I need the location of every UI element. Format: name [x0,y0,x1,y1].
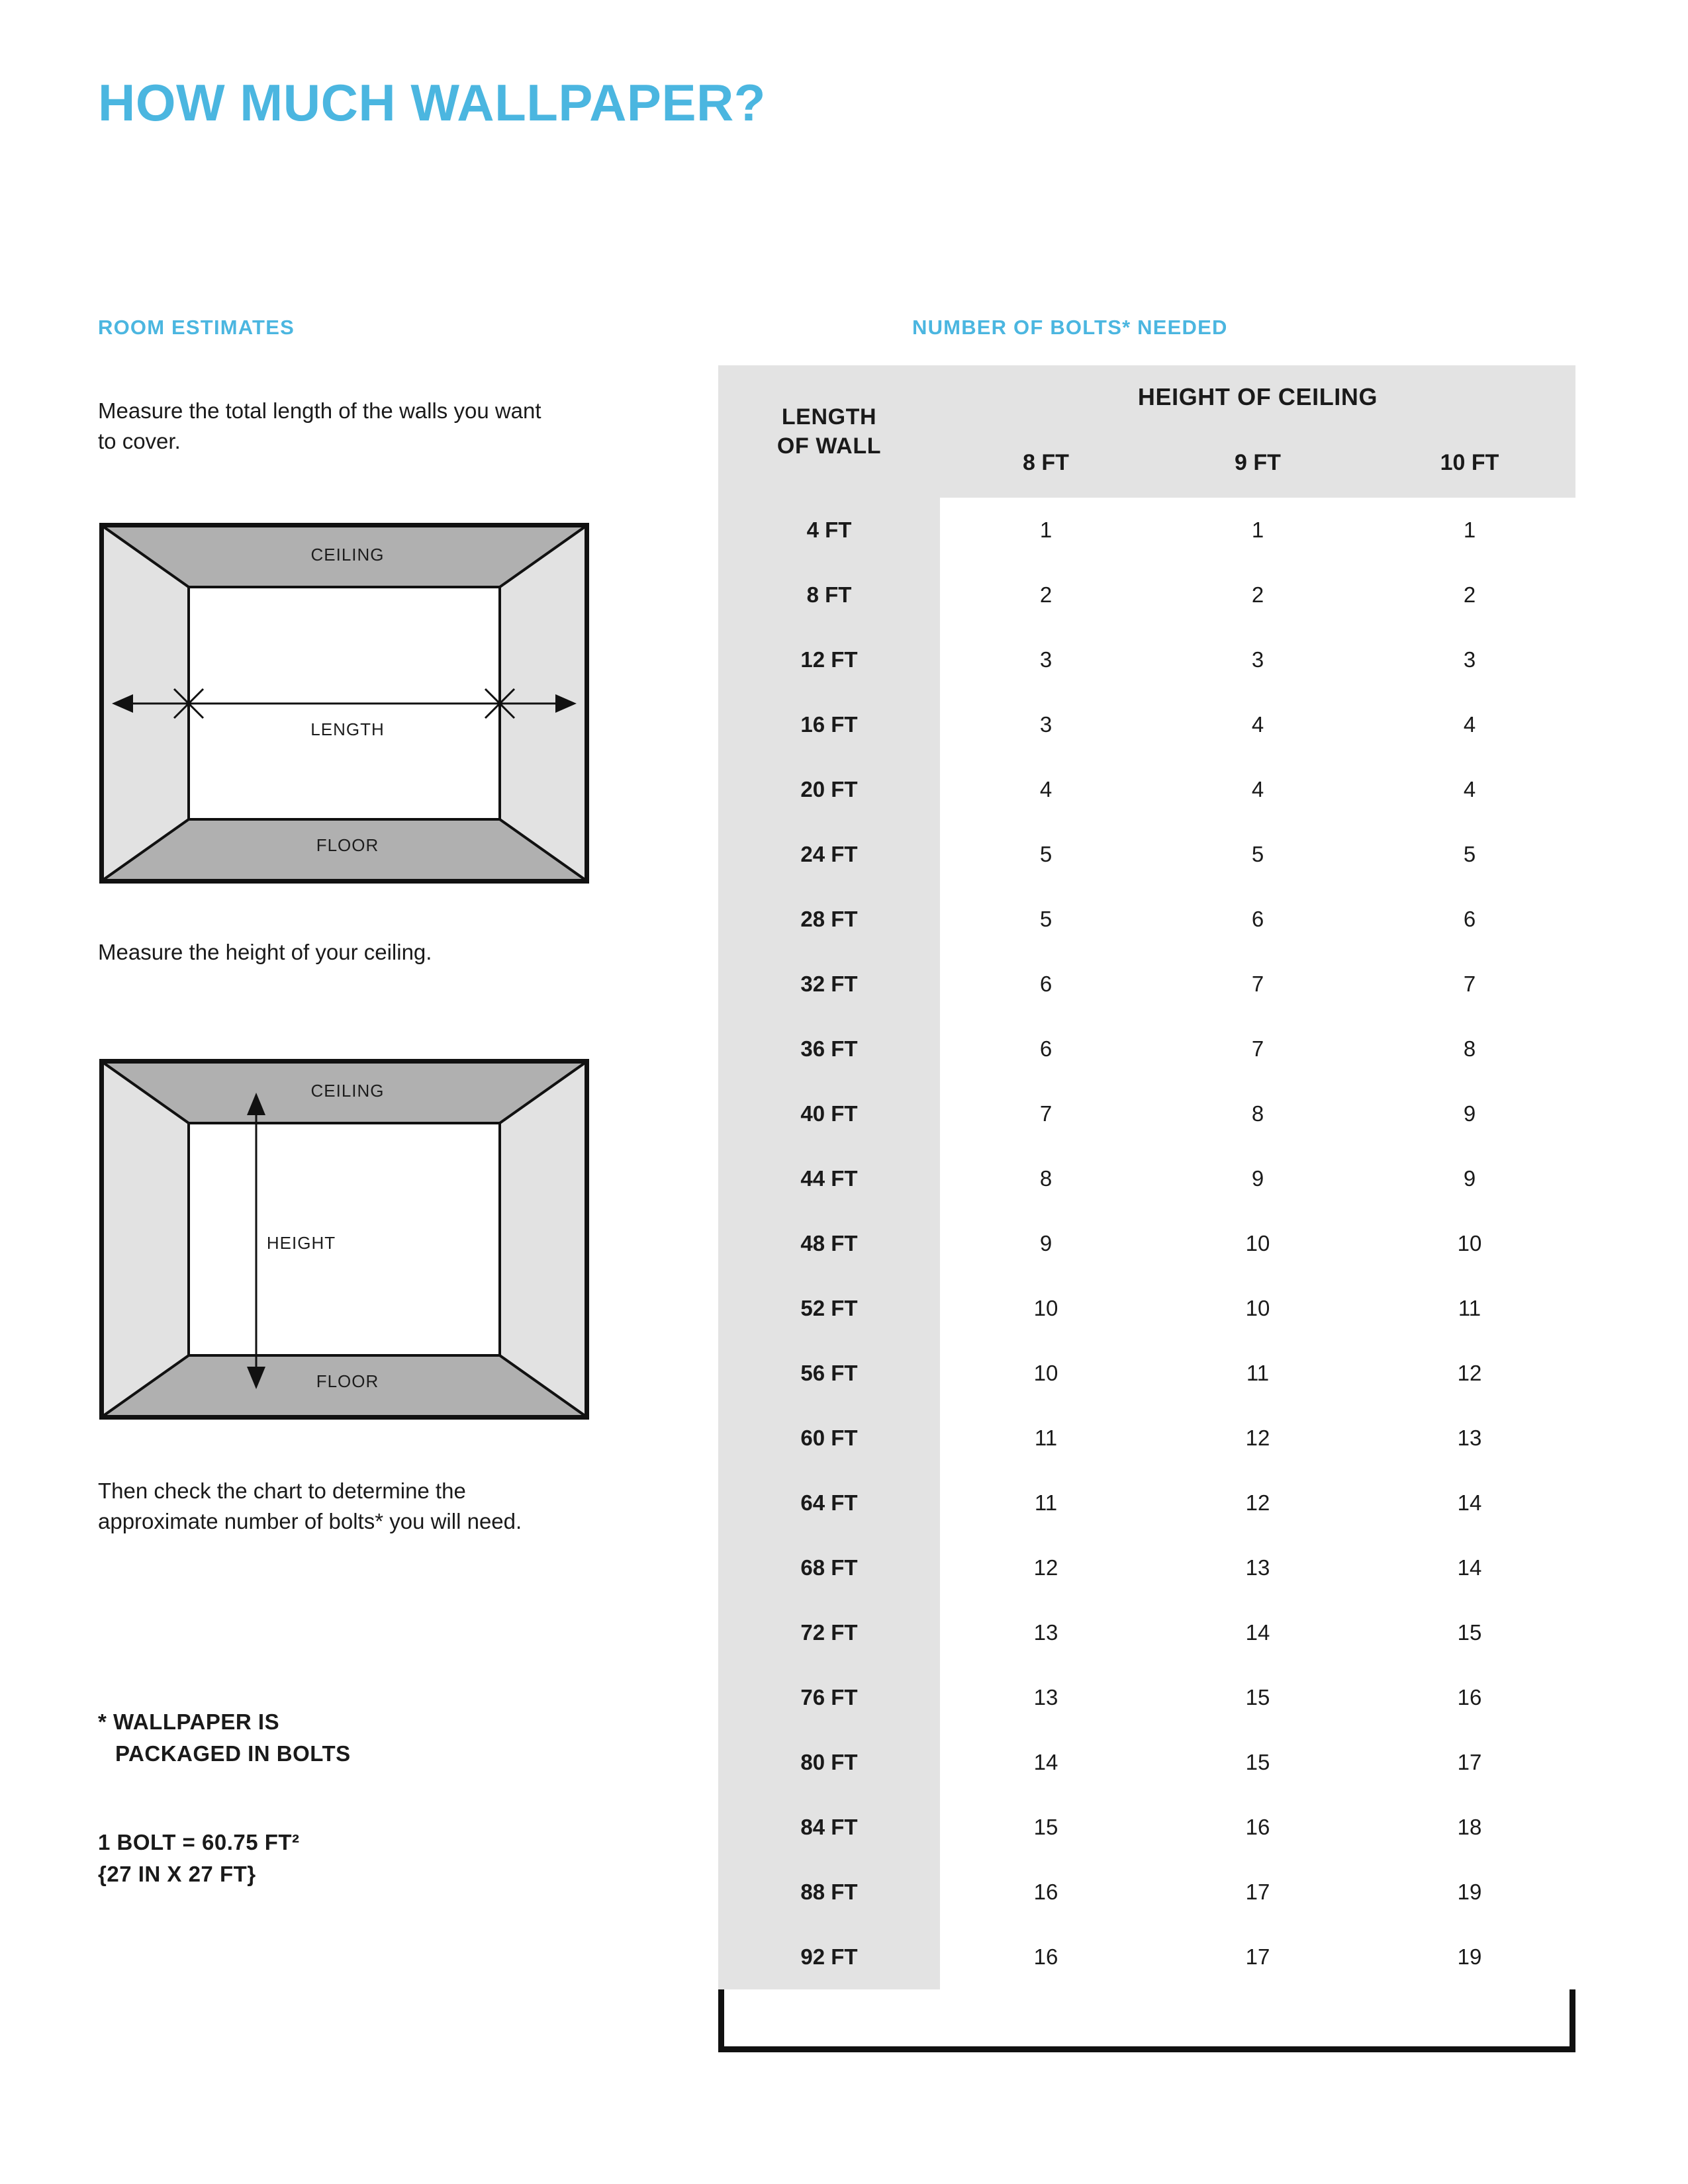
row-bolts-value: 11 [940,1471,1152,1535]
table-row [718,1730,1575,1795]
header-length-of-wall [718,365,940,498]
row-bolts-value: 9 [940,1211,1152,1276]
bolts-table-head [718,365,1575,498]
row-length-label: 4 FT [718,498,940,563]
row-bolts-value: 4 [1152,757,1364,822]
row-bolts-value: 16 [1152,1795,1364,1860]
row-bolts-value: 6 [1152,887,1364,952]
footnote-bolt-size [98,1827,601,1890]
row-bolts-value: 2 [1364,563,1575,627]
bolts-table [718,365,1575,1989]
row-bolts-value: 15 [1152,1730,1364,1795]
row-length-label: 92 FT [718,1925,940,1989]
row-length-label: 8 FT [718,563,940,627]
row-length-label: 80 FT [718,1730,940,1795]
row-bolts-value: 5 [940,822,1152,887]
row-bolts-value: 19 [1364,1860,1575,1925]
row-bolts-value: 12 [1152,1406,1364,1471]
diagram-length-floor-label: FLOOR [316,835,379,855]
row-bolts-value: 15 [940,1795,1152,1860]
footnote-line-1: * WALLPAPER IS [98,1709,280,1734]
table-row [718,1795,1575,1860]
row-bolts-value: 13 [1152,1535,1364,1600]
row-bolts-value: 2 [940,563,1152,627]
table-row [718,1146,1575,1211]
row-bolts-value: 14 [940,1730,1152,1795]
bolt-size-line-1: 1 BOLT = 60.75 FT² [98,1830,300,1854]
room-diagram-length [99,523,589,884]
row-bolts-value: 13 [940,1665,1152,1730]
row-bolts-value: 1 [1364,498,1575,563]
table-row [718,498,1575,563]
row-length-label: 48 FT [718,1211,940,1276]
row-bolts-value: 10 [940,1276,1152,1341]
header-length-line-2: OF WALL [776,433,882,459]
row-length-label: 64 FT [718,1471,940,1535]
row-bolts-value: 15 [1152,1665,1364,1730]
row-bolts-value: 9 [1364,1146,1575,1211]
table-row [718,1341,1575,1406]
header-length-line-1: LENGTH [781,404,877,430]
row-bolts-value: 14 [1364,1471,1575,1535]
row-length-label: 68 FT [718,1535,940,1600]
diagram-length-measure-label: LENGTH [310,719,385,739]
row-bolts-value: 4 [940,757,1152,822]
row-length-label: 20 FT [718,757,940,822]
row-length-label: 88 FT [718,1860,940,1925]
row-bolts-value: 3 [1152,627,1364,692]
row-bolts-value: 10 [940,1341,1152,1406]
row-bolts-value: 15 [1364,1600,1575,1665]
footnote-packaged [98,1706,601,1770]
table-row [718,757,1575,822]
row-bolts-value: 7 [1152,1017,1364,1081]
row-bolts-value: 10 [1364,1211,1575,1276]
row-bolts-value: 12 [1152,1471,1364,1535]
row-bolts-value: 1 [940,498,1152,563]
row-bolts-value: 4 [1364,757,1575,822]
table-row [718,1665,1575,1730]
row-bolts-value: 2 [1152,563,1364,627]
row-bolts-value: 3 [940,692,1152,757]
row-bolts-value: 16 [940,1925,1152,1989]
table-row [718,1860,1575,1925]
bolt-size-line-2: {27 IN X 27 FT} [98,1862,256,1886]
row-bolts-value: 16 [940,1860,1152,1925]
row-bolts-value: 17 [1152,1860,1364,1925]
table-row [718,1471,1575,1535]
row-length-label: 56 FT [718,1341,940,1406]
table-row [718,1017,1575,1081]
diagram-height-measure-label: HEIGHT [266,1233,336,1253]
table-row [718,1276,1575,1341]
row-length-label: 28 FT [718,887,940,952]
row-length-label: 32 FT [718,952,940,1017]
row-bolts-value: 8 [940,1146,1152,1211]
row-bolts-value: 6 [1364,887,1575,952]
row-length-label: 40 FT [718,1081,940,1146]
row-bolts-value: 8 [1152,1081,1364,1146]
table-row [718,627,1575,692]
table-row [718,1211,1575,1276]
footnote-line-2: PACKAGED IN BOLTS [115,1741,351,1766]
row-length-label: 52 FT [718,1276,940,1341]
row-bolts-value: 5 [1364,822,1575,887]
page-title: HOW MUCH WALLPAPER? [98,73,766,132]
table-row [718,822,1575,887]
header-col-10ft: 10 FT [1364,428,1575,498]
table-row [718,1406,1575,1471]
table-row [718,1081,1575,1146]
row-bolts-value: 7 [1152,952,1364,1017]
row-bolts-value: 18 [1364,1795,1575,1860]
row-bolts-value: 6 [940,1017,1152,1081]
row-bolts-value: 3 [940,627,1152,692]
row-bolts-value: 7 [1364,952,1575,1017]
row-bolts-value: 4 [1364,692,1575,757]
step-3-text: Then check the chart to determine the approximate number of bolts* you will need. [98,1479,522,1533]
row-bolts-value: 11 [1152,1341,1364,1406]
row-length-label: 12 FT [718,627,940,692]
table-row [718,692,1575,757]
room-diagram-length-svg [103,526,586,880]
table-row [718,952,1575,1017]
row-bolts-value: 17 [1152,1925,1364,1989]
header-height-of-ceiling: HEIGHT OF CEILING [940,365,1575,428]
room-estimates-heading: ROOM ESTIMATES [98,316,295,339]
diagram-height-floor-label: FLOOR [316,1371,379,1391]
row-bolts-value: 13 [1364,1406,1575,1471]
bolts-table-heading: NUMBER OF BOLTS* NEEDED [912,316,1228,339]
row-bolts-value: 10 [1152,1211,1364,1276]
row-length-label: 16 FT [718,692,940,757]
table-row [718,1925,1575,1989]
step-1-text: Measure the total length of the walls you want to cover. [98,398,541,453]
diagram-height-ceiling-label: CEILING [310,1081,385,1101]
row-length-label: 84 FT [718,1795,940,1860]
row-bolts-value: 12 [940,1535,1152,1600]
step-2-text: Measure the height of your ceiling. [98,940,432,964]
table-row [718,563,1575,627]
row-length-label: 72 FT [718,1600,940,1665]
row-bolts-value: 5 [1152,822,1364,887]
diagram-length-ceiling-label: CEILING [310,545,385,565]
row-bolts-value: 11 [940,1406,1152,1471]
row-bolts-value: 13 [940,1600,1152,1665]
row-bolts-value: 10 [1152,1276,1364,1341]
table-bottom-rule [718,2046,1575,2052]
row-bolts-value: 14 [1364,1535,1575,1600]
table-row [718,887,1575,952]
row-bolts-value: 5 [940,887,1152,952]
table-row [718,1535,1575,1600]
row-bolts-value: 7 [940,1081,1152,1146]
row-bolts-value: 17 [1364,1730,1575,1795]
row-bolts-value: 6 [940,952,1152,1017]
room-diagram-height [99,1059,589,1420]
table-header-row-group [718,365,1575,428]
row-bolts-value: 4 [1152,692,1364,757]
row-length-label: 24 FT [718,822,940,887]
bolts-table-body [718,498,1575,1989]
row-bolts-value: 8 [1364,1017,1575,1081]
row-bolts-value: 14 [1152,1600,1364,1665]
row-bolts-value: 12 [1364,1341,1575,1406]
row-bolts-value: 19 [1364,1925,1575,1989]
header-col-8ft: 8 FT [940,428,1152,498]
row-length-label: 36 FT [718,1017,940,1081]
row-bolts-value: 1 [1152,498,1364,563]
row-length-label: 76 FT [718,1665,940,1730]
row-bolts-value: 3 [1364,627,1575,692]
row-bolts-value: 16 [1364,1665,1575,1730]
row-length-label: 44 FT [718,1146,940,1211]
row-length-label: 60 FT [718,1406,940,1471]
header-col-9ft: 9 FT [1152,428,1364,498]
bolts-table-wrapper [718,365,1575,1989]
table-row [718,1600,1575,1665]
row-bolts-value: 9 [1364,1081,1575,1146]
row-bolts-value: 9 [1152,1146,1364,1211]
row-bolts-value: 11 [1364,1276,1575,1341]
